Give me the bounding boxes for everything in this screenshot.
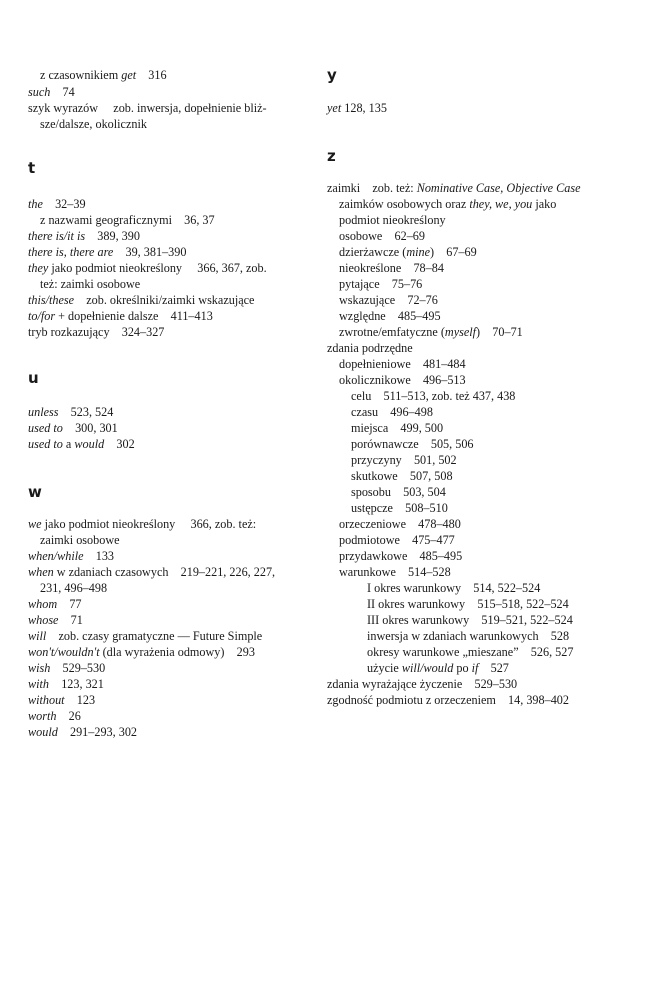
italic-term: they, we, you <box>469 197 533 211</box>
entry-text: miejsca 499, 500 <box>351 421 444 435</box>
index-subentry <box>339 244 477 260</box>
section-letter-y: y <box>327 66 337 84</box>
entry-text: nieokreślone 78–84 <box>339 261 444 275</box>
entry-text: 300, 301 <box>62 421 118 435</box>
entry-text: zaimków osobowych oraz <box>339 197 470 211</box>
entry-text: zaimki zob. też: <box>327 181 417 195</box>
italic-term: will/would <box>401 661 454 675</box>
entry-text: a <box>62 437 75 451</box>
italic-term: myself <box>444 325 477 339</box>
italic-term: this/these <box>28 293 75 307</box>
entry-text: 71 <box>58 613 83 627</box>
index-entry <box>28 628 262 644</box>
section-letter-t: t <box>28 159 36 177</box>
index-entry <box>28 660 105 676</box>
entry-text: z czasownikiem <box>40 68 122 82</box>
entry-text: 529–530 <box>50 661 106 675</box>
entry-text: okolicznikowe 496–513 <box>339 373 466 387</box>
index-subentry <box>367 580 540 596</box>
entry-text: pytające 75–76 <box>339 277 423 291</box>
italic-term: Nominative Case, Objective Case <box>416 181 581 195</box>
italic-term: to/for <box>28 309 56 323</box>
index-subentry <box>339 516 461 532</box>
index-entry <box>28 612 83 628</box>
italic-term: used to <box>28 421 63 435</box>
index-entry <box>28 676 104 692</box>
index-entry <box>327 676 517 692</box>
italic-term: get <box>121 68 137 82</box>
index-subentry <box>351 452 457 468</box>
entry-text: okresy warunkowe „mieszane” 526, 527 <box>367 645 574 659</box>
entry-text: (dla wyrażenia odmowy) 293 <box>99 645 255 659</box>
index-entry <box>28 404 113 420</box>
index-subentry <box>351 500 448 516</box>
index-entry <box>327 340 413 356</box>
italic-term: we <box>28 517 42 531</box>
entry-text: 523, 524 <box>58 405 114 419</box>
entry-text: 316 <box>136 68 167 82</box>
index-entry <box>28 436 135 452</box>
entry-text: sposobu 503, 504 <box>351 485 446 499</box>
entry-text: 133 <box>83 549 114 563</box>
index-entry <box>28 644 255 660</box>
italic-term: they <box>28 261 49 275</box>
italic-term: when/while <box>28 549 84 563</box>
index-subentry <box>351 436 474 452</box>
entry-text: I okres warunkowy 514, 522–524 <box>367 581 541 595</box>
entry-text: podmiotowe 475–477 <box>339 533 455 547</box>
index-subentry <box>351 484 446 500</box>
index-entry <box>28 420 118 436</box>
index-entry <box>28 724 137 740</box>
index-entry <box>28 244 186 260</box>
index-subentry <box>40 580 107 596</box>
index-subentry <box>40 212 215 228</box>
italic-term: when <box>28 565 54 579</box>
entry-text: 389, 390 <box>85 229 140 243</box>
index-entry <box>28 564 275 580</box>
entry-text: zdania wyrażające życzenie 529–530 <box>327 677 518 691</box>
section-letter-w: w <box>28 483 42 501</box>
index-entry <box>28 100 267 116</box>
index-subentry <box>367 644 573 660</box>
entry-text: 128, 135 <box>341 101 387 115</box>
index-subentry <box>339 212 446 228</box>
entry-text: ustępcze 508–510 <box>351 501 448 515</box>
entry-text: 26 <box>56 709 81 723</box>
entry-text: II okres warunkowy 515–518, 522–524 <box>367 597 569 611</box>
index-subentry <box>40 67 167 83</box>
entry-text: jako podmiot nieokreślony 366, zob. też: <box>41 517 257 531</box>
index-entry <box>28 596 82 612</box>
index-subentry <box>339 292 438 308</box>
entry-text: z nazwami geograficznymi 36, 37 <box>40 213 215 227</box>
entry-text: 74 <box>50 85 75 99</box>
italic-term: the <box>28 197 43 211</box>
index-subentry <box>339 548 462 564</box>
index-subentry <box>339 276 422 292</box>
entry-text: 32–39 <box>42 197 86 211</box>
entry-text: 231, 496–498 <box>40 581 108 595</box>
index-entry <box>28 708 81 724</box>
entry-text: 77 <box>57 597 82 611</box>
index-subentry <box>367 612 573 628</box>
entry-text: inwersja w zdaniach warunkowych 528 <box>367 629 570 643</box>
entry-text: porównawcze 505, 506 <box>351 437 474 451</box>
italic-term: won't/wouldn't <box>28 645 100 659</box>
index-subentry <box>40 532 120 548</box>
entry-text: przydawkowe 485–495 <box>339 549 463 563</box>
entry-text: zdania podrzędne <box>327 341 413 355</box>
italic-term: whose <box>28 613 59 627</box>
index-subentry <box>40 116 147 132</box>
entry-text: szyk wyrazów zob. inwersja, dopełnienie bliż- <box>28 101 267 115</box>
index-entry <box>28 324 164 340</box>
italic-term: used to <box>28 437 63 451</box>
section-letter-u: u <box>28 369 39 387</box>
index-subentry <box>339 356 466 372</box>
entry-text: też: zaimki osobowe <box>40 277 141 291</box>
index-entry <box>28 692 95 708</box>
entry-text: ) 67–69 <box>430 245 477 259</box>
entry-text: + dopełnienie dalsze 411–413 <box>55 309 213 323</box>
entry-text: 123, 321 <box>49 677 104 691</box>
index-entry <box>28 516 256 532</box>
entry-text: orzeczeniowe 478–480 <box>339 517 461 531</box>
entry-text: czasu 496–498 <box>351 405 433 419</box>
entry-text: wskazujące 72–76 <box>339 293 438 307</box>
index-subentry <box>339 372 466 388</box>
index-subentry <box>40 276 140 292</box>
entry-text: ) 70–71 <box>476 325 523 339</box>
entry-text: podmiot nieokreślony <box>339 213 446 227</box>
entry-text: jako podmiot nieokreślony 366, 367, zob. <box>48 261 267 275</box>
entry-text: celu 511–513, zob. też 437, 438 <box>351 389 516 403</box>
italic-term: such <box>28 85 51 99</box>
index-entry <box>327 100 387 116</box>
index-subentry <box>367 660 509 676</box>
italic-term: worth <box>28 709 57 723</box>
italic-term: wish <box>28 661 51 675</box>
index-subentry <box>351 420 443 436</box>
entry-text: 527 <box>478 661 509 675</box>
index-entry <box>28 196 86 212</box>
entry-text: zwrotne/emfatyczne ( <box>339 325 445 339</box>
index-subentry <box>339 308 441 324</box>
index-subentry <box>351 404 433 420</box>
entry-text: dopełnieniowe 481–484 <box>339 357 466 371</box>
index-subentry <box>339 196 556 212</box>
italic-term: will <box>28 629 47 643</box>
index-entry <box>28 84 75 100</box>
entry-text: w zdaniach czasowych 219–221, 226, 227, <box>53 565 276 579</box>
entry-text: 123 <box>64 693 96 707</box>
italic-term: if <box>471 661 479 675</box>
index-entry <box>327 180 581 196</box>
section-letter-z: z <box>327 147 336 165</box>
italic-term: would <box>28 725 58 739</box>
entry-text: zgodność podmiotu z orzeczeniem 14, 398–402 <box>327 693 569 707</box>
entry-text: przyczyny 501, 502 <box>351 453 457 467</box>
index-entry <box>28 308 213 324</box>
entry-text: użycie <box>367 661 402 675</box>
index-subentry <box>339 564 451 580</box>
entry-text: zob. określniki/zaimki wskazujące <box>74 293 255 307</box>
italic-term: with <box>28 677 49 691</box>
index-entry <box>28 260 267 276</box>
italic-term: without <box>28 693 65 707</box>
entry-text: po <box>453 661 472 675</box>
index-subentry <box>339 324 523 340</box>
index-subentry <box>351 388 515 404</box>
entry-text: względne 485–495 <box>339 309 441 323</box>
entry-text: osobowe 62–69 <box>339 229 425 243</box>
index-entry <box>327 692 569 708</box>
index-entry <box>28 548 114 564</box>
italic-term: there is, there are <box>28 245 114 259</box>
index-entry <box>28 292 254 308</box>
entry-text: warunkowe 514–528 <box>339 565 451 579</box>
entry-text: 291–293, 302 <box>57 725 138 739</box>
entry-text: jako <box>532 197 557 211</box>
italic-term: unless <box>28 405 59 419</box>
index-entry <box>28 228 140 244</box>
entry-text: III okres warunkowy 519–521, 522–524 <box>367 613 573 627</box>
index-subentry <box>339 228 425 244</box>
entry-text: sze/dalsze, okolicznik <box>40 117 147 131</box>
italic-term: would <box>74 437 105 451</box>
italic-term: there is/it is <box>28 229 86 243</box>
entry-text: 39, 381–390 <box>113 245 187 259</box>
index-subentry <box>339 532 455 548</box>
entry-text: zob. czasy gramatyczne — Future Simple <box>46 629 263 643</box>
index-subentry <box>339 260 444 276</box>
italic-term: whom <box>28 597 58 611</box>
entry-text: zaimki osobowe <box>40 533 120 547</box>
entry-text: tryb rozkazujący 324–327 <box>28 325 165 339</box>
italic-term: yet <box>327 101 342 115</box>
entry-text: dzierżawcze ( <box>339 245 407 259</box>
index-subentry <box>351 468 453 484</box>
index-subentry <box>367 596 569 612</box>
entry-text: skutkowe 507, 508 <box>351 469 453 483</box>
index-subentry <box>367 628 569 644</box>
italic-term: mine <box>406 245 431 259</box>
entry-text: 302 <box>104 437 135 451</box>
